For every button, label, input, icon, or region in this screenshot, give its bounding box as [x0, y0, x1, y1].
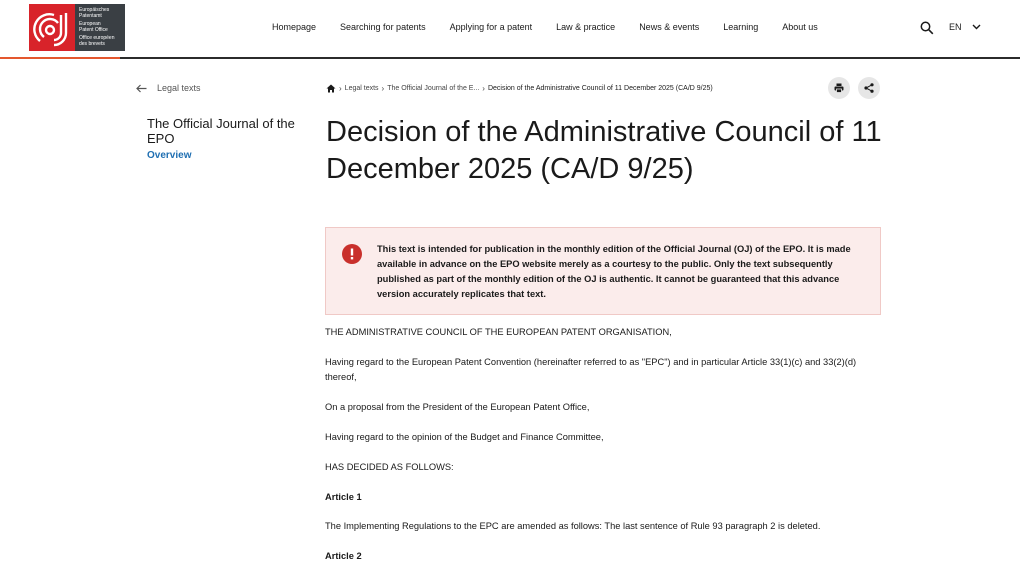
logo-line: European — [79, 21, 101, 27]
logo-line: Patent Office — [79, 27, 108, 33]
decision-operative-heading: HAS DECIDED AS FOLLOWS: — [325, 462, 454, 472]
sidebar-title[interactable]: The Official Journal of the EPO — [147, 116, 295, 146]
breadcrumb-current: Decision of the Administrative Council of 11 December 2025 (CA/D 9/25) — [487, 85, 713, 92]
search-icon — [920, 21, 934, 35]
logo-line: Office européen — [79, 35, 115, 41]
decision-preamble-council: THE ADMINISTRATIVE COUNCIL OF THE EUROPEAN PATENT ORGANISATION, — [325, 327, 672, 337]
decision-preamble-epc: Having regard to the European Patent Convention (hereinafter referred to as "EPC") and in particular Article 33(1)(c) and 33(2)(d) thereof, — [325, 357, 857, 382]
back-to-legal-texts-link[interactable] — [136, 83, 201, 93]
breadcrumb-item-official-journal[interactable]: The Official Journal of the E... — [387, 85, 480, 92]
logo-line: Europäisches — [79, 7, 110, 13]
breadcrumb-separator: › — [482, 84, 485, 93]
language-label: EN — [949, 22, 962, 32]
print-button[interactable] — [828, 77, 850, 99]
advance-publication-notice — [325, 227, 881, 315]
breadcrumb-item-legal-texts[interactable]: Legal texts — [344, 85, 379, 92]
epo-logo[interactable] — [29, 4, 125, 51]
site-header — [0, 0, 1020, 57]
nav-law-practice[interactable]: Law & practice — [556, 22, 616, 32]
arrow-left-icon — [136, 84, 147, 93]
nav-news-events[interactable]: News & events — [639, 22, 700, 32]
nav-learning[interactable]: Learning — [723, 22, 759, 32]
search-button[interactable] — [920, 21, 934, 35]
home-icon[interactable] — [326, 84, 336, 93]
alert-icon — [342, 244, 362, 264]
decision-preamble-opinion: Having regard to the opinion of the Budget and Finance Committee, — [325, 432, 604, 442]
breadcrumb — [326, 84, 713, 93]
header-accent-bar — [0, 57, 120, 59]
breadcrumb-separator: › — [339, 84, 342, 93]
epo-logo-mark-icon — [29, 4, 75, 51]
breadcrumb-separator: › — [381, 84, 385, 93]
page-title: Decision of the Administrative Council of 11 December 2025 (CA/D 9/25) — [326, 116, 882, 185]
nav-searching-for-patents[interactable]: Searching for patents — [340, 22, 426, 32]
logo-line: des brevets — [79, 41, 105, 47]
language-selector[interactable] — [949, 22, 981, 32]
article-1-text: The Implementing Regulations to the EPC are amended as follows: The last sentence of Rule 93 paragraph 2 is deleted. — [325, 521, 821, 531]
share-button[interactable] — [858, 77, 880, 99]
decision-preamble-proposal: On a proposal from the President of the European Patent Office, — [325, 402, 590, 412]
nav-applying-for-a-patent[interactable]: Applying for a patent — [449, 22, 533, 32]
logo-line: Patentamt — [79, 13, 102, 19]
nav-homepage[interactable]: Homepage — [272, 22, 317, 32]
epo-logo-text — [75, 4, 125, 51]
article-2-heading: Article 2 — [325, 551, 362, 561]
notice-text: This text is intended for publication in the monthly edition of the Official Journal (OJ) of the EPO. It is made available in advance on the EPO website merely as a courtesy to the public. Only the text subsequently published as part of the monthly edition of the OJ is authentic. It cannot be guaranteed that this advance version accurately replicates that text. — [377, 244, 851, 299]
nav-about-us[interactable]: About us — [782, 22, 818, 32]
article-1-heading: Article 1 — [325, 492, 362, 502]
header-divider — [0, 57, 1020, 59]
main-nav — [272, 22, 818, 32]
back-link-label: Legal texts — [157, 83, 201, 93]
share-icon — [864, 83, 874, 93]
printer-icon — [834, 83, 844, 93]
sidebar-overview-link[interactable]: Overview — [147, 150, 192, 161]
chevron-down-icon — [972, 24, 981, 30]
